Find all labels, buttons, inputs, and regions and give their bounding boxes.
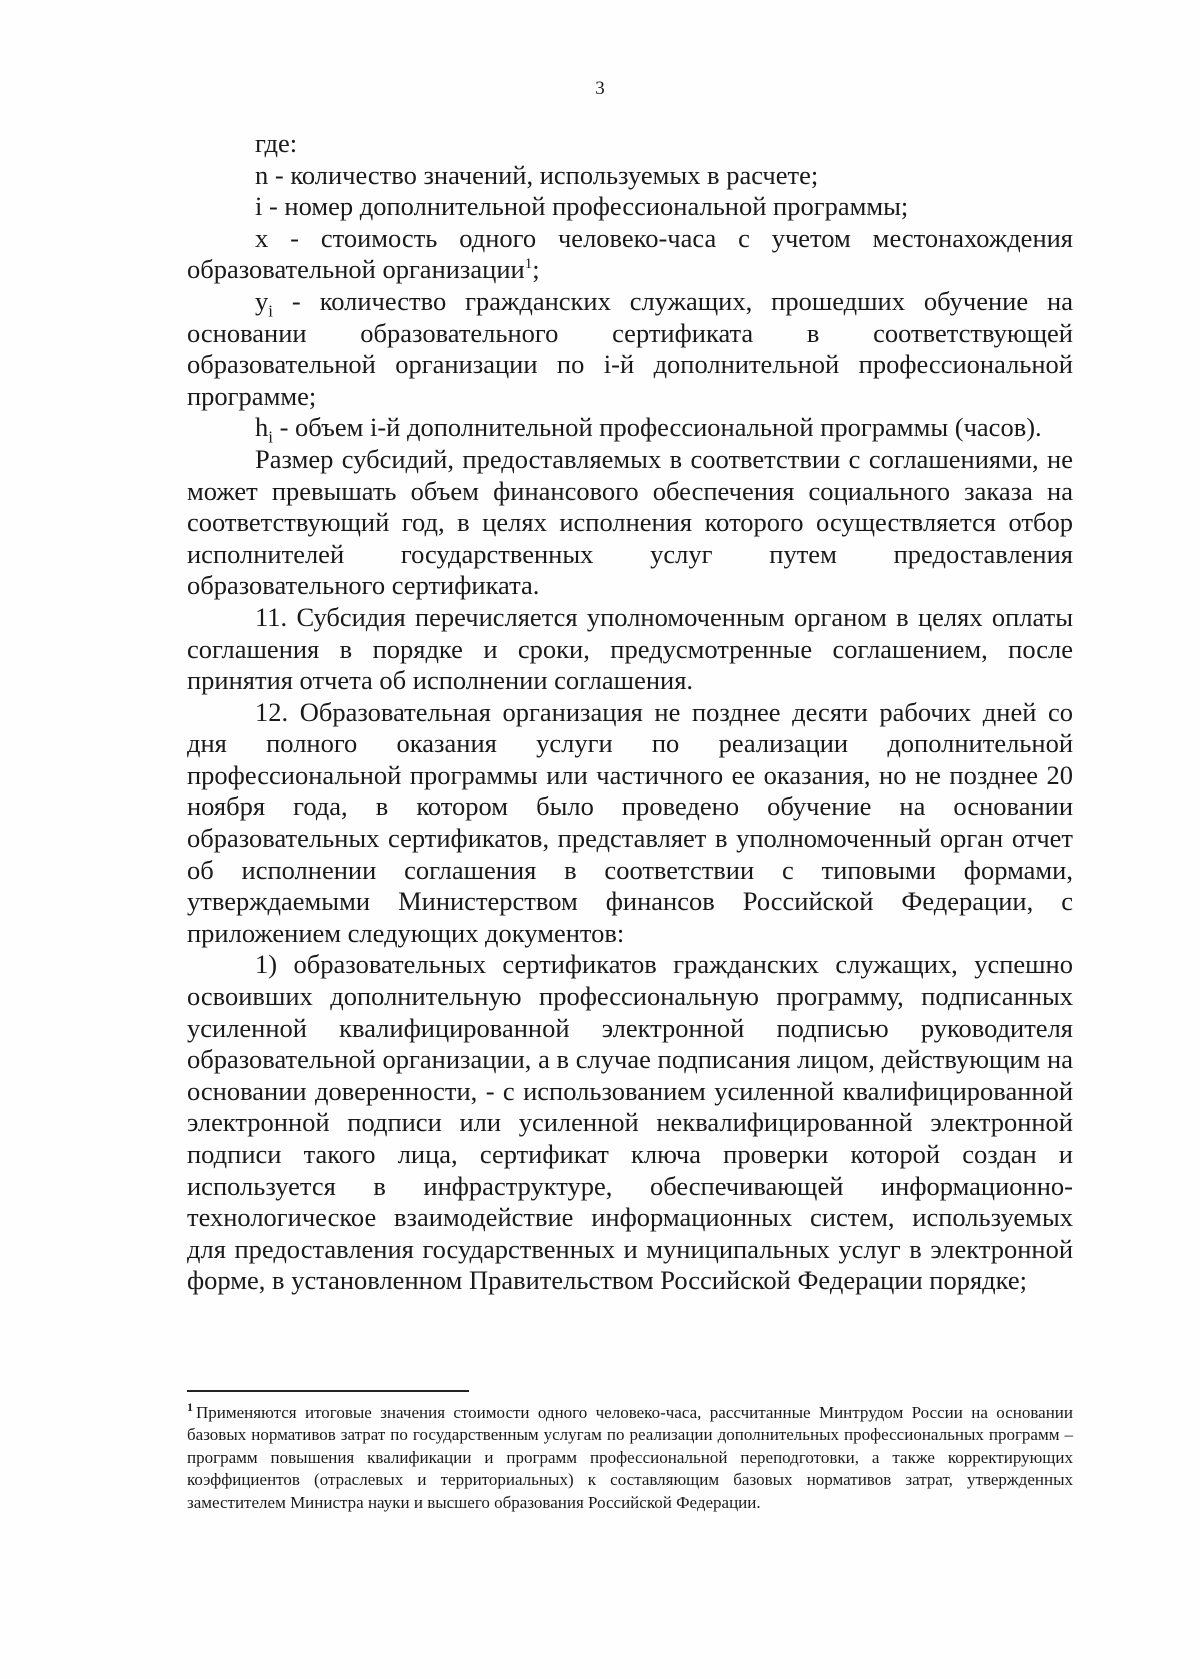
page-number: 3 xyxy=(595,78,605,99)
footnote-separator xyxy=(187,1390,469,1392)
y-variable: y xyxy=(255,285,269,316)
i-definition: i - номер дополнительной профессиональной программы; xyxy=(255,191,909,222)
h-definition xyxy=(187,412,1073,447)
y-subscript: i xyxy=(268,301,273,321)
x-definition-end: ; xyxy=(532,254,540,285)
h-subscript: i xyxy=(268,427,273,447)
h-definition-text: - объем i-й дополнительной профессиональной программы (часов). xyxy=(272,412,1042,443)
footnote xyxy=(187,1402,1073,1514)
footnote-reference[interactable]: 1 xyxy=(524,256,533,273)
h-variable: h xyxy=(255,412,269,443)
where-line: где: xyxy=(255,128,298,158)
item-12-paragraph: 12. Образовательная организация не позднее десяти рабочих дней со дня полного оказания услуги по реализации дополнительной профессиональной программы или частичного ее оказания, но не позднее 20 ноября года, в котором было проведено обучение на основании образовательных сертификатов, представляет в уполномоченный орган отчет об исполнении соглашения в соответствии с типовыми формами, утверждаемыми Министерством финансов Российской Федерации, с приложением следующих документов: xyxy=(187,696,1073,948)
n-definition: n - количество значений, используемых в расчете; xyxy=(255,159,819,190)
document-body xyxy=(187,128,1073,1297)
y-definition xyxy=(187,286,1073,412)
x-definition xyxy=(187,223,1073,286)
x-definition-text: x - стоимость одного человеко-часа с учетом местонахождения образовательной организации xyxy=(187,222,1073,285)
item-11-paragraph: 11. Субсидия перечисляется уполномоченным органом в целях оплаты соглашения в порядке и сроки, предусмотренные соглашением, после принятия отчета об исполнении соглашения. xyxy=(187,601,1073,696)
subsidy-size-paragraph: Размер субсидий, предоставляемых в соответствии с соглашениями, не может превышать объем финансового обеспечения социального заказа на соответствующий год, в целях исполнения которого осуществляется отбор исполнителей государственных услуг путем предоставления образовательного сертификата. xyxy=(187,443,1073,601)
footnote-text: Применяются итоговые значения стоимости одного человеко-часа, рассчитанные Минтрудом России на основании базовых нормативов затрат по государственным услугам по реализации дополнительных профессиональных программ – программ повышения квалификации и программ профессиональной переподготовки, а также корректирующих коэффициентов (отраслевых и территориальных) к составляющим базовых нормативов затрат, утвержденных заместителем Министра науки и высшего образования Российской Федерации. xyxy=(187,1403,1073,1512)
y-definition-text: - количество гражданских служащих, прошедших обучение на основании образовательного сертификата в соответствующей образовательной организации по i-й дополнительной профессиональной программе; xyxy=(187,285,1073,411)
sub-item-1-paragraph: 1) образовательных сертификатов гражданских служащих, успешно освоивших дополнительную профессиональную программу, подписанных усиленной квалифицированной электронной подписью руководителя образовательной организации, а в случае подписания лицом, действующим на основании доверенности, - с использованием усиленной квалифицированной электронной подписи или усиленной неквалифицированной электронной подписи такого лица, сертификат ключа проверки которой создан и используется в инфраструктуре, обеспечивающей информационно-технологическое взаимодействие информационных систем, используемых для предоставления государственных и муниципальных услуг в электронной форме, в установленном Правительством Российской Федерации порядке; xyxy=(187,949,1073,1296)
footnote-mark: 1 xyxy=(187,1400,193,1415)
